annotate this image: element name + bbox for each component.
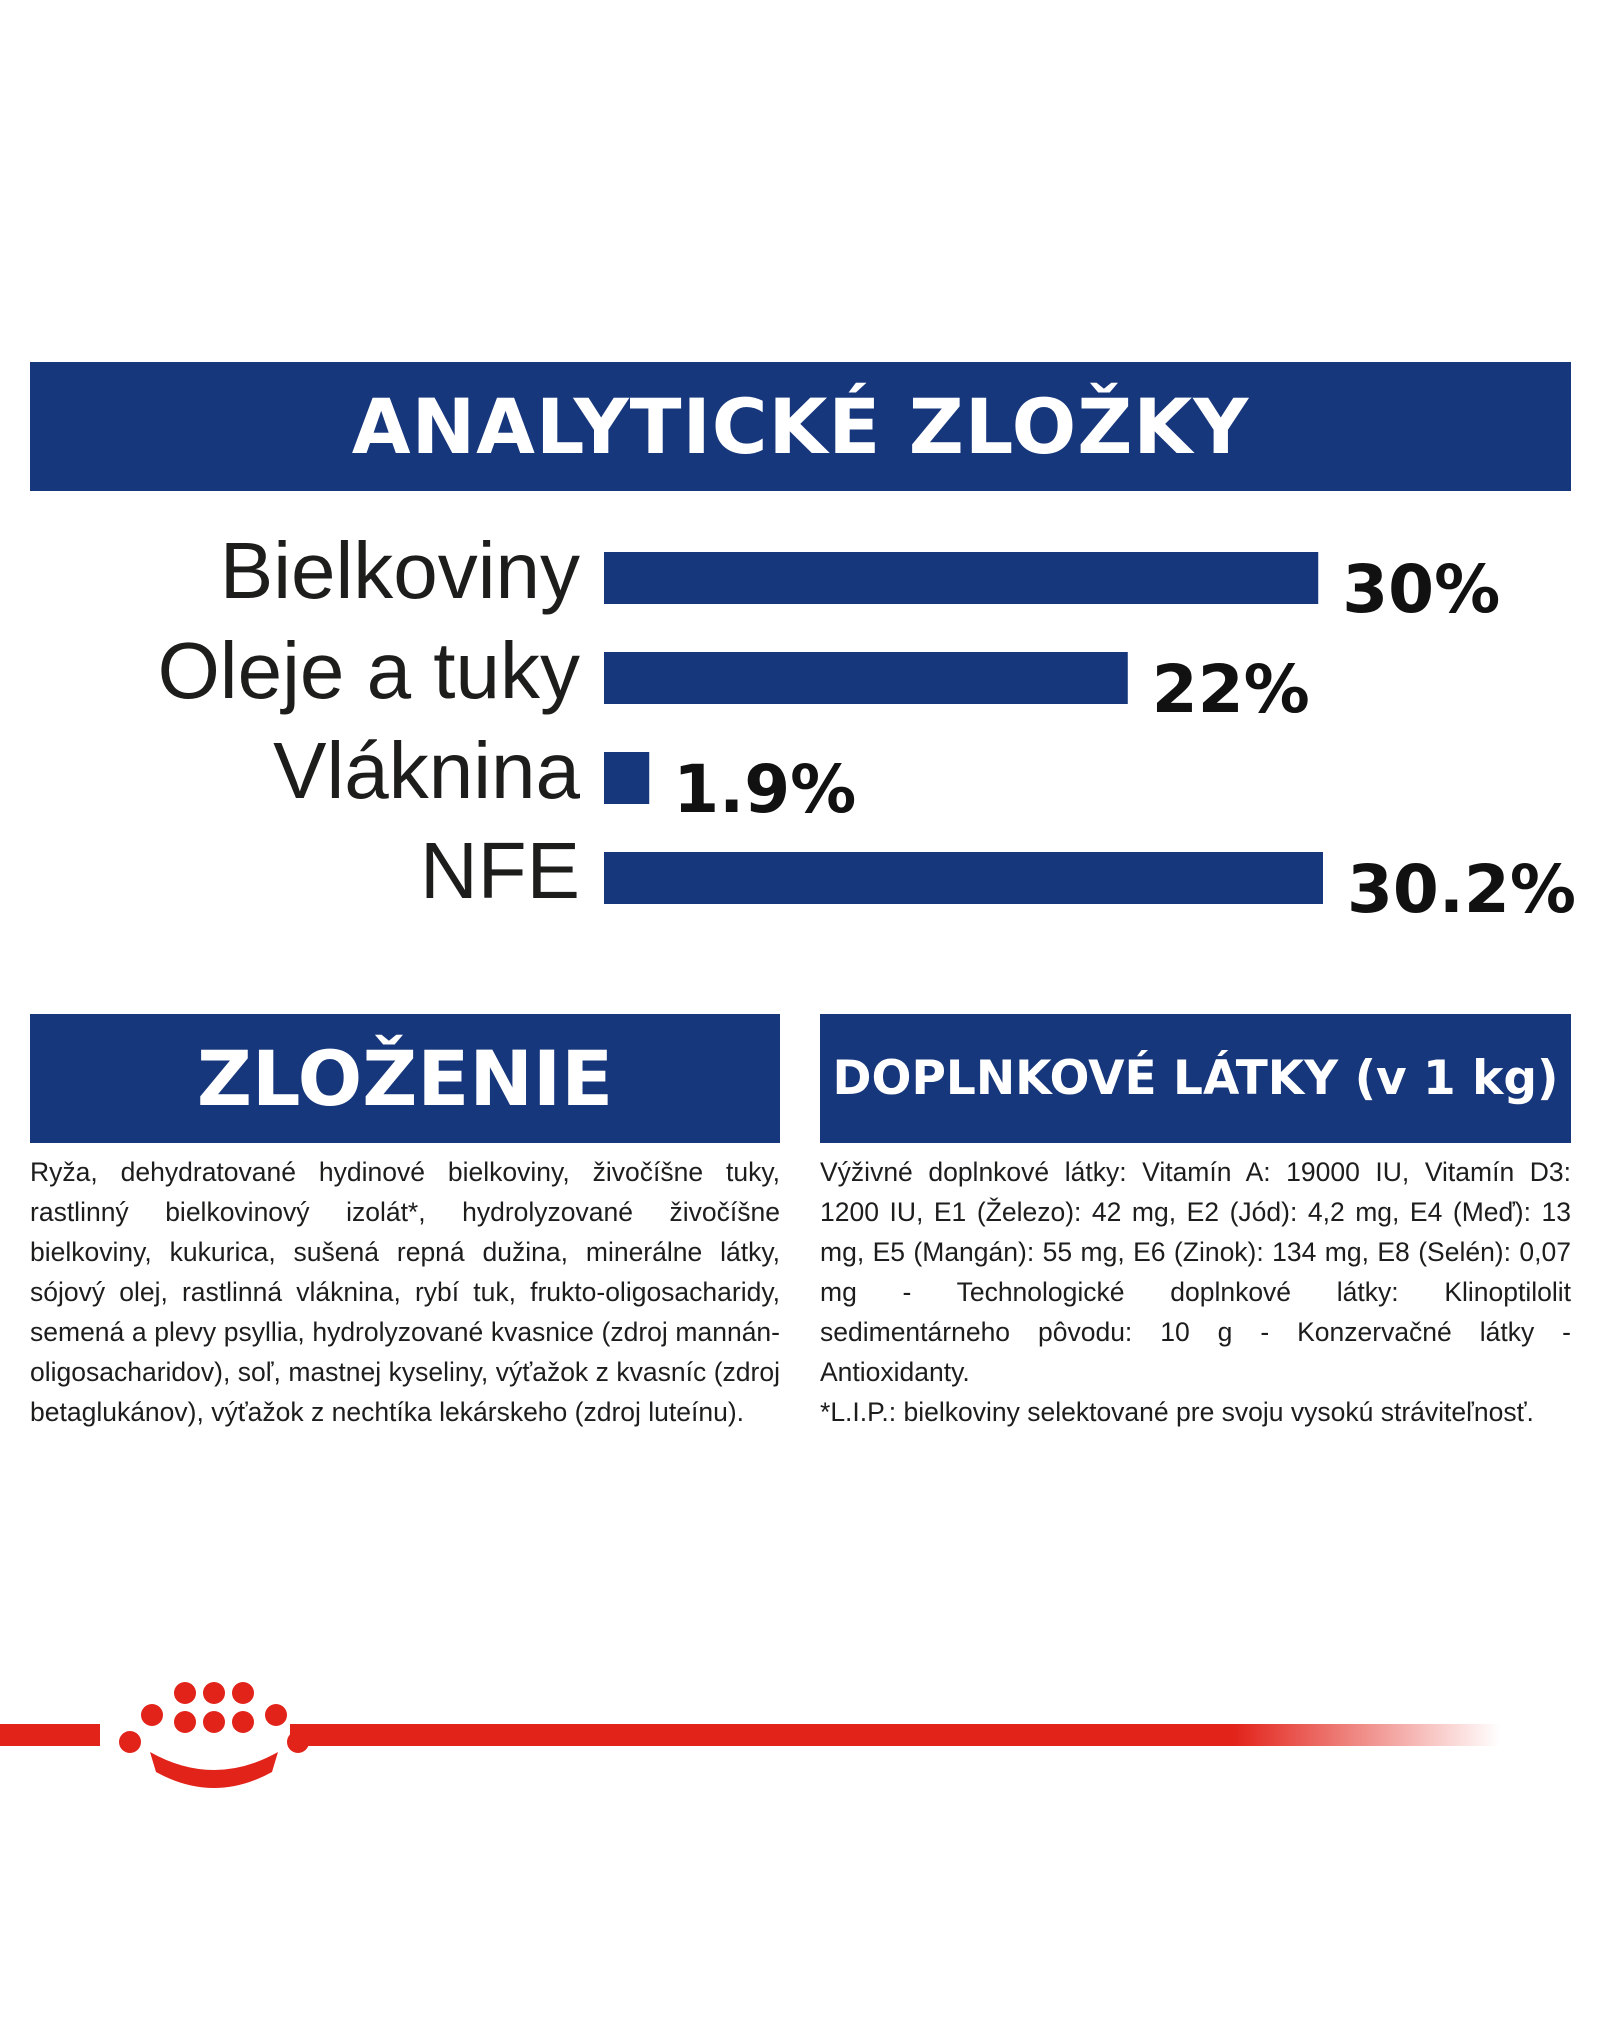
bar-value-label: 30.2% (1347, 851, 1576, 928)
brand-footer (0, 1680, 1600, 1810)
composition-text: Ryža, dehydratované hydinové bielkoviny, živočíšne tuky, rastlinný bielkovinový izolát*, hydrolyzované živočíšne bielkoviny, kukurica, sušená repná dužina, minerálne látky, sójový olej, rastlinná vláknina, rybí tuk, frukto-oligosacharidy, semená a plevy psyllia, hydrolyzované kvasnice (zdroj mannán-oligosacharidov), soľ, mastnej kyseliny, výťažok z kvasníc (zdroj betaglukánov), výťažok z nechtíka lekárskeho (zdroj luteínu). (30, 1157, 780, 1427)
lip-footnote: *L.I.P.: bielkoviny selektované pre svoju vysokú stráviteľnosť. (820, 1397, 1534, 1427)
bar (604, 752, 649, 804)
analytic-components-title: ANALYTICKÉ ZLOŽKY (351, 382, 1250, 471)
bar-value-label: 30% (1342, 551, 1501, 628)
bar-label: NFE (420, 826, 580, 915)
bar-value-label: 22% (1151, 651, 1310, 728)
bar-label: Vláknina (273, 726, 580, 815)
composition-title: ZLOŽENIE (196, 1034, 614, 1123)
bar (604, 552, 1318, 604)
bar-label: Bielkoviny (219, 530, 580, 615)
composition-banner (30, 1014, 780, 1143)
bar-value-label: 1.9% (673, 751, 857, 828)
bar-label: Oleje a tuky (157, 626, 580, 715)
nutrient-bar-chart (0, 530, 1600, 930)
additives-banner (820, 1014, 1571, 1143)
bar (604, 852, 1323, 904)
bar (604, 652, 1128, 704)
royal-crown-icon (119, 1682, 309, 1788)
additives-title: DOPLNKOVÉ LÁTKY (v 1 kg) (832, 1051, 1559, 1106)
red-line-right (290, 1724, 1500, 1746)
additives-text-block (820, 1152, 1571, 1432)
additives-text: Výživné doplnkové látky: Vitamín A: 19000 IU, Vitamín D3: 1200 IU, E1 (Železo): 42 mg, E2 (Jód): 4,2 mg, E4 (Meď): 13 mg, E5 (Mangán): 55 mg, E6 (Zinok): 134 mg, E8 (Selén): 0,07 mg - Technologické doplnkové látky: Klinoptilolit sedimentárneho pôvodu: 10 g - Konzervačné látky - Antioxidanty. (820, 1157, 1571, 1387)
analytic-components-banner (30, 362, 1571, 491)
red-line-left (0, 1724, 100, 1746)
